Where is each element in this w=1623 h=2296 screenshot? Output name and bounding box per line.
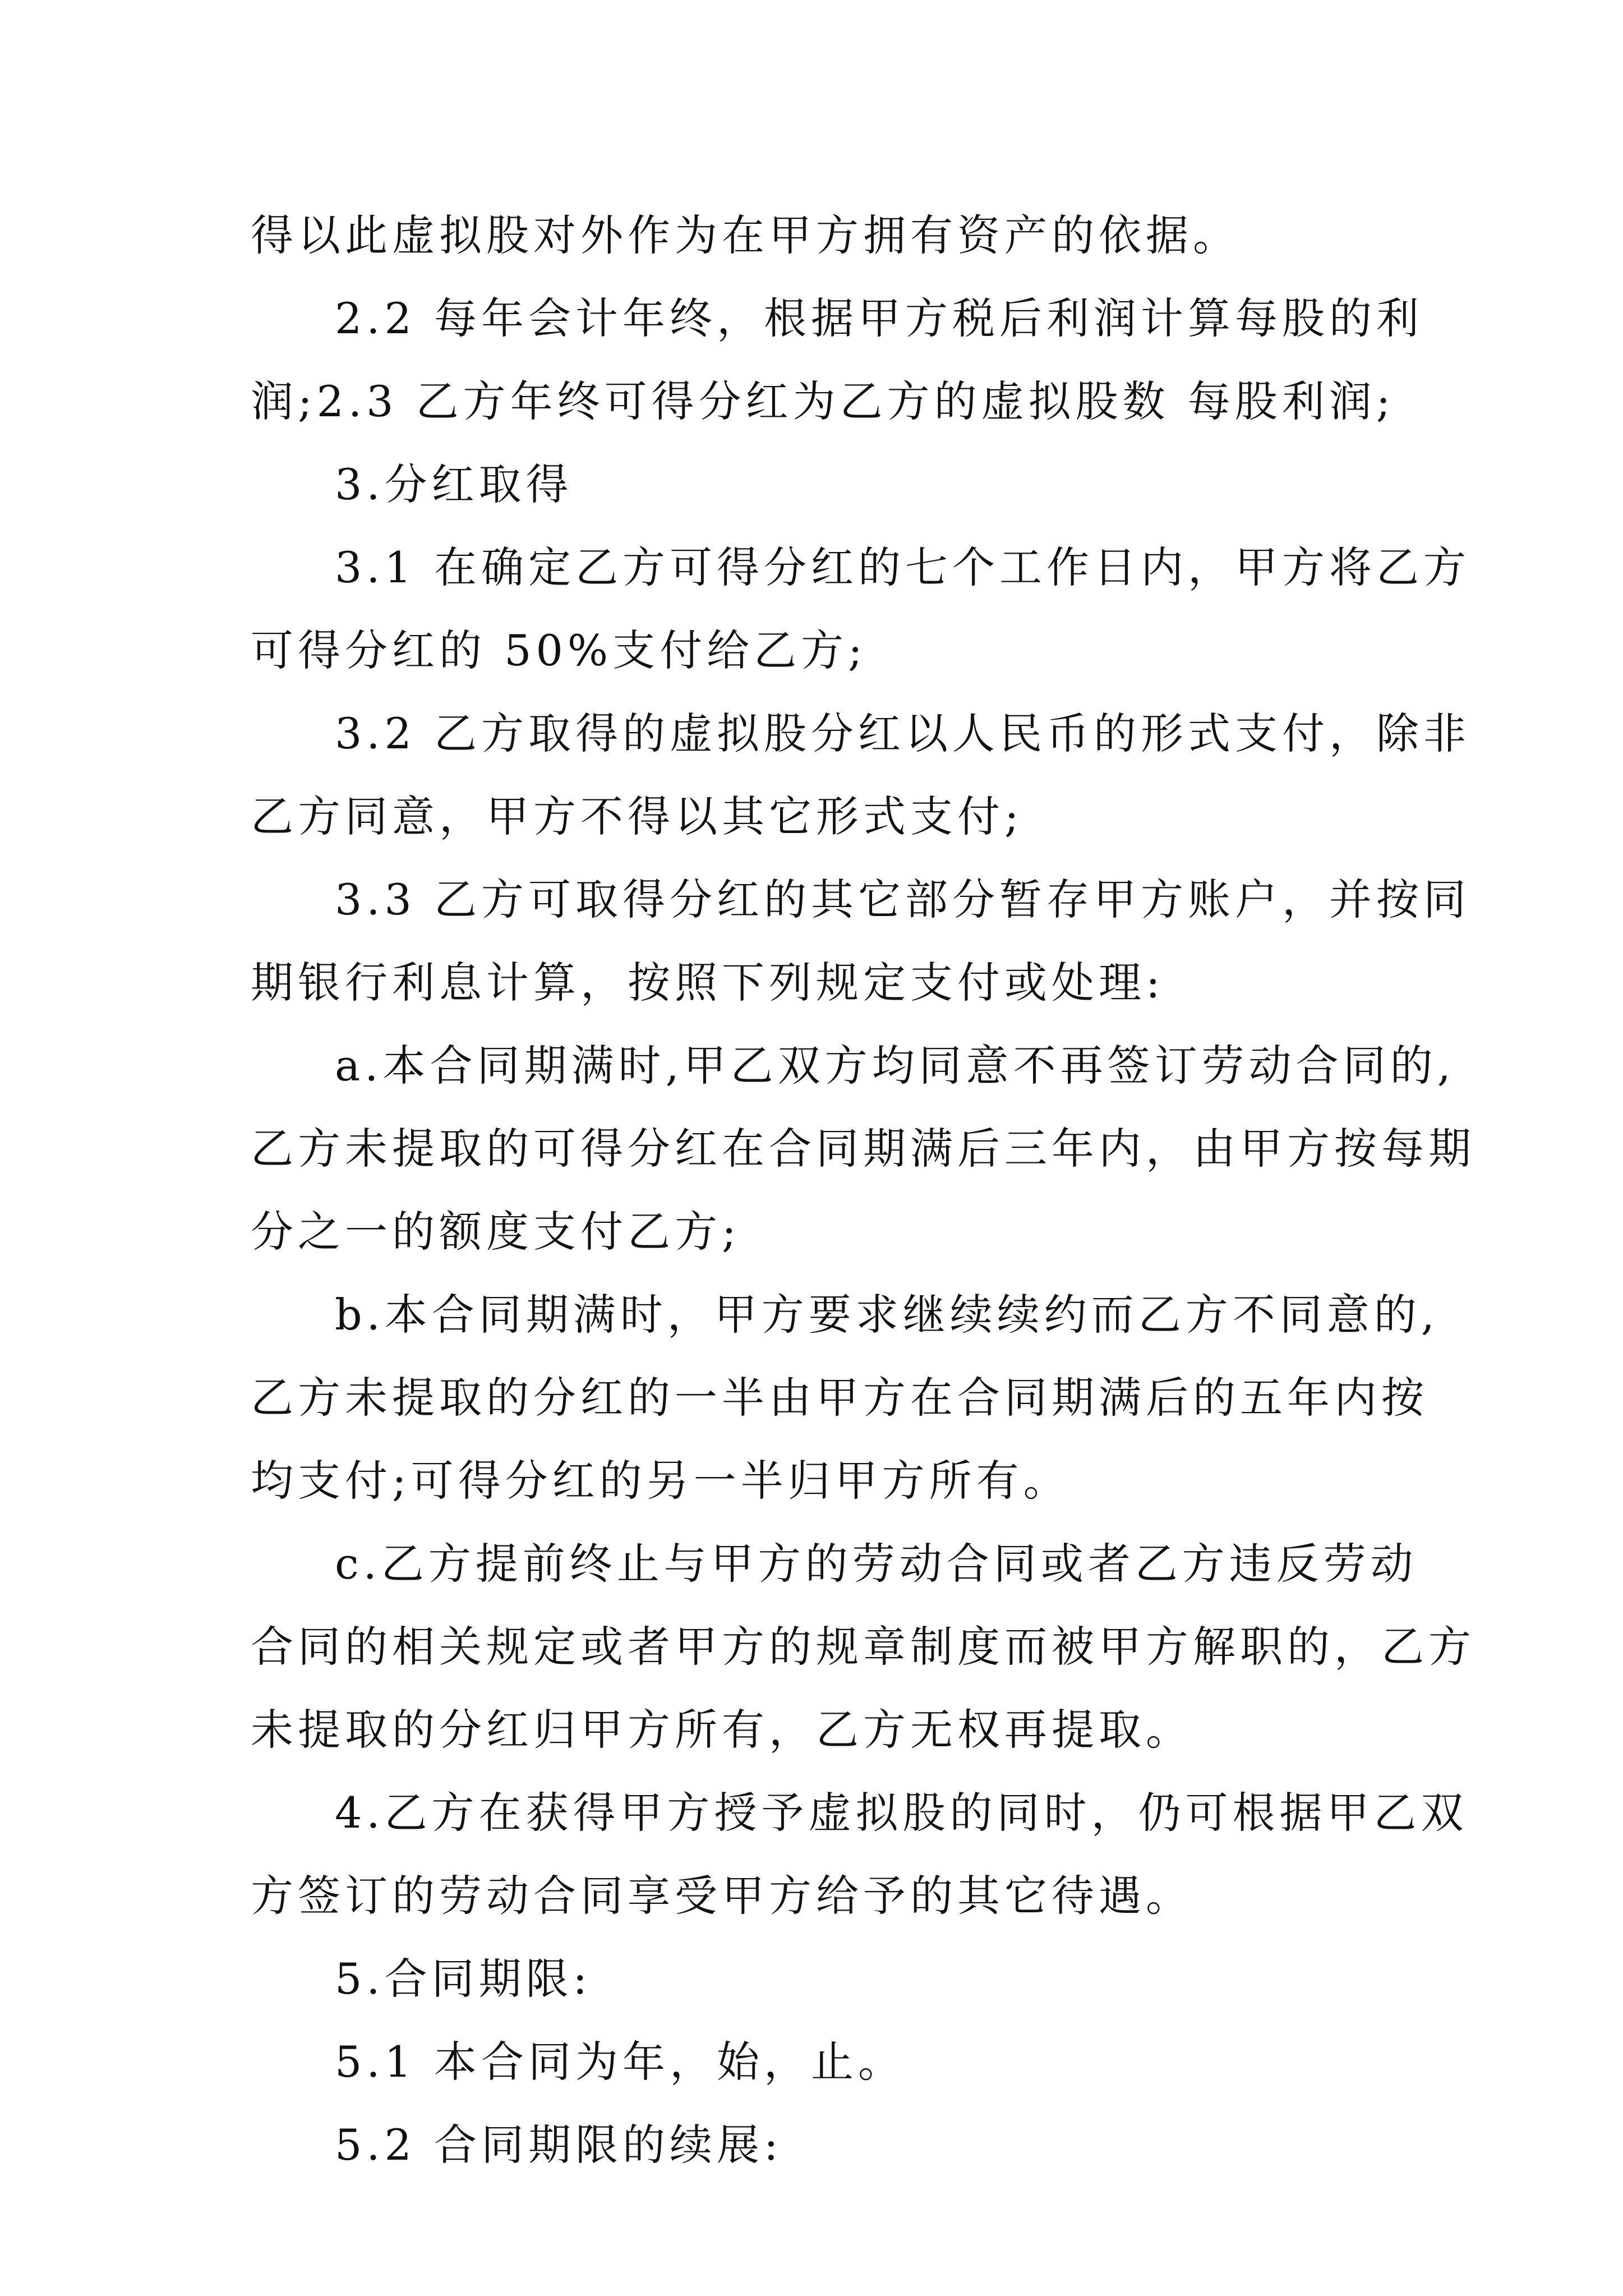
section-4-line: 4.乙方在获得甲方授予虚拟股的同时，仍可根据甲乙双 [335,1788,1468,1838]
text-line: 润;2.3 乙方年终可得分红为乙方的虚拟股数 每股利润; [251,376,1395,426]
text-line: 乙方未提取的可得分红在合同期满后三年内，由甲方按每期 [251,1124,1476,1174]
clause-5-1-line: 5.1 本合同为年，始，止。 [335,2037,906,2087]
text-line: 可得分红的 50%支付给乙方; [251,625,867,675]
clause-3-3-line: 3.3 乙方可取得分红的其它部分暂存甲方账户，并按同 [335,875,1471,924]
clause-2-2-line: 2.2 每年会计年终，根据甲方税后利润计算每股的利 [335,293,1424,343]
item-b-line: b.本合同期满时，甲方要求继续续约而乙方不同意的, [335,1290,1439,1340]
text-line: 期银行利息计算，按照下列规定支付或处理: [251,958,1165,1007]
text-line: 未提取的分红归甲方所有，乙方无权再提取。 [251,1705,1193,1755]
text-line: 均支付;可得分红的另一半归甲方所有。 [251,1456,1071,1506]
text-line: 乙方同意，甲方不得以其它形式支付; [251,792,1023,841]
text-line: 合同的相关规定或者甲方的规章制度而被甲方解职的，乙方 [251,1622,1476,1672]
section-3-heading: 3.分红取得 [335,459,573,509]
text-line: 方签订的劳动合同享受甲方给予的其它待遇。 [251,1871,1193,1921]
text-line: 乙方未提取的分红的一半由甲方在合同期满后的五年内按 [251,1373,1428,1423]
item-a-line: a.本合同期满时,甲乙双方均同意不再签订劳动合同的, [335,1041,1455,1091]
text-line: 得以此虚拟股对外作为在甲方拥有资产的依据。 [251,210,1240,260]
clause-5-2-line: 5.2 合同期限的续展: [335,2120,783,2170]
item-c-line: c.乙方提前终止与甲方的劳动合同或者乙方违反劳动 [335,1539,1418,1589]
text-line: 分之一的额度支付乙方; [251,1207,741,1257]
clause-3-1-line: 3.1 在确定乙方可得分红的七个工作日内，甲方将乙方 [335,542,1471,592]
section-5-heading: 5.合同期限: [335,1954,592,2004]
clause-3-2-line: 3.2 乙方取得的虚拟股分红以人民币的形式支付，除非 [335,708,1471,758]
